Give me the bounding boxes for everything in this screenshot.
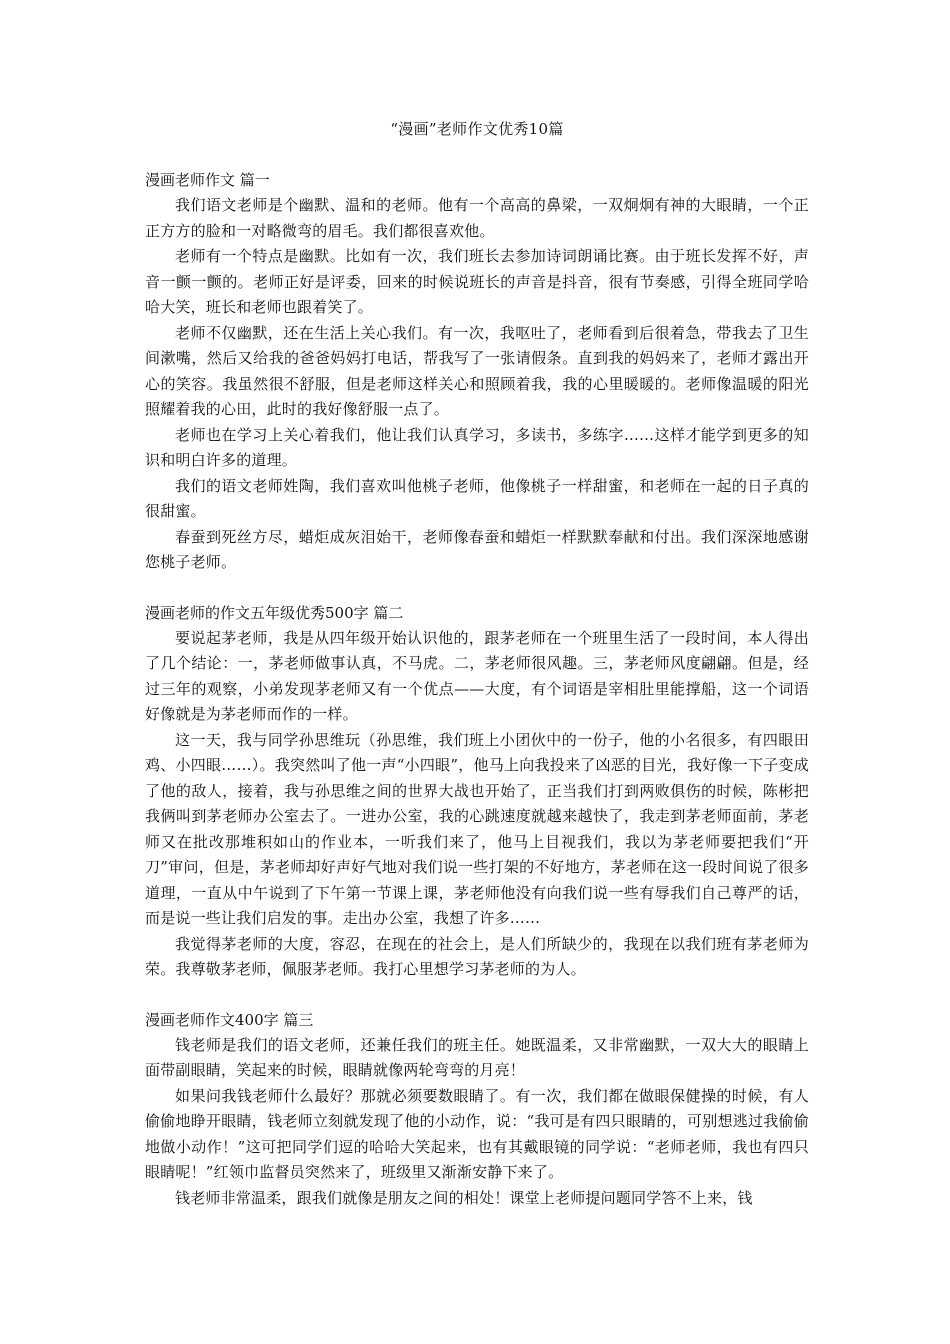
section-1 (145, 167, 809, 576)
paragraph: 春蚕到死丝方尽，蜡炬成灰泪始干，老师像春蚕和蜡炬一样默默奉献和付出。我们深深地感谢您桃子老师。 (145, 527, 809, 571)
section-2 (145, 600, 809, 983)
paragraph: 我觉得茅老师的大度，容忍，在现在的社会上，是人们所缺少的，我现在以我们班有茅老师为荣。我尊敬茅老师，佩服茅老师。我打心里想学习茅老师的为人。 (145, 934, 809, 978)
paragraph: 要说起茅老师，我是从四年级开始认识他的，跟茅老师在一个班里生活了一段时间，本人得出了几个结论：一，茅老师做事认真，不马虎。二，茅老师很风趣。三，茅老师风度翩翩。但是，经过三年的观察，小弟发现茅老师又有一个优点——大度，有个词语是宰相肚里能撑船，这一个词语好像就是为茅老师而作的一样。 (145, 628, 809, 723)
paragraph: 我们语文老师是个幽默、温和的老师。他有一个高高的鼻梁，一双炯炯有神的大眼睛，一个正正方方的脸和一对略微弯的眉毛。我们都很喜欢他。 (145, 196, 809, 240)
paragraph: 这一天，我与同学孙思维玩（孙思维，我们班上小团伙中的一份子，他的小名很多，有四眼田鸡、小四眼……）。我突然叫了他一声“小四眼”，他马上向我投来了凶恶的目光，我好像一下子变成了他的敌人，接着，我与孙思维之间的世界大战也开始了，正当我们打到两败俱伤的时候，陈彬把我俩叫到茅老师办公室去了。一进办公室，我的心跳速度就越来越快了，我走到茅老师面前，茅老师又在批改那堆积如山的作业本，一听我们来了，他马上目视我们，我以为茅老师要把我们“开刀”审问，但是，茅老师却好声好气地对我们说一些打架的不好地方，茅老师在这一段时间说了很多道理，一直从中午说到了下午第一节课上课，茅老师他没有向我们说一些有辱我们自己尊严的话，而是说一些让我们启发的事。走出办公室，我想了许多…… (145, 730, 809, 927)
paragraph: 我们的语文老师姓陶，我们喜欢叫他桃子老师，他像桃子一样甜蜜，和老师在一起的日子真的很甜蜜。 (145, 476, 809, 520)
paragraph: 老师不仅幽默，还在生活上关心我们。有一次，我呕吐了，老师看到后很着急，带我去了卫生间漱嘴，然后又给我的爸爸妈妈打电话，帮我写了一张请假条。直到我的妈妈来了，老师才露出开心的笑容。我虽然很不舒服，但是老师这样关心和照顾着我，我的心里暖暖的。老师像温暖的阳光照耀着我的心田，此时的我好像舒服一点了。 (145, 323, 809, 418)
paragraph: 钱老师是我们的语文老师，还兼任我们的班主任。她既温柔，又非常幽默，一双大大的眼睛上面带副眼睛，笑起来的时候，眼睛就像两轮弯弯的月亮！ (145, 1035, 809, 1079)
section-heading: 漫画老师的作文五年级优秀500字 篇二 (145, 603, 404, 622)
paragraph: 如果问我钱老师什么最好？那就必须要数眼睛了。有一次，我们都在做眼保健操的时候，有人偷偷地睁开眼睛，钱老师立刻就发现了他的小动作，说：“我可是有四只眼睛的，可别想逃过我偷偷地做小动作！”这可把同学们逗的哈哈大笑起来，也有其戴眼镜的同学说：“老师老师，我也有四只眼睛呢！”红领巾监督员突然来了，班级里又渐渐安静下来了。 (145, 1086, 809, 1181)
document-page (145, 116, 809, 1235)
section-3 (145, 1007, 809, 1212)
section-heading: 漫画老师作文400字 篇三 (145, 1010, 314, 1029)
paragraph: 老师也在学习上关心着我们，他让我们认真学习，多读书，多练字……这样才能学到更多的知识和明白许多的道理。 (145, 425, 809, 469)
paragraph: 钱老师非常温柔，跟我们就像是朋友之间的相处！课堂上老师提问题同学答不上来，钱 (175, 1188, 753, 1207)
document-title: “漫画”老师作文优秀10篇 (390, 120, 564, 138)
paragraph: 老师有一个特点是幽默。比如有一次，我们班长去参加诗词朗诵比赛。由于班长发挥不好，声音一颤一颤的。老师正好是评委，回来的时候说班长的声音是抖音，很有节奏感，引得全班同学哈哈大笑，班长和老师也跟着笑了。 (145, 247, 809, 316)
section-heading: 漫画老师作文 篇一 (145, 171, 270, 189)
